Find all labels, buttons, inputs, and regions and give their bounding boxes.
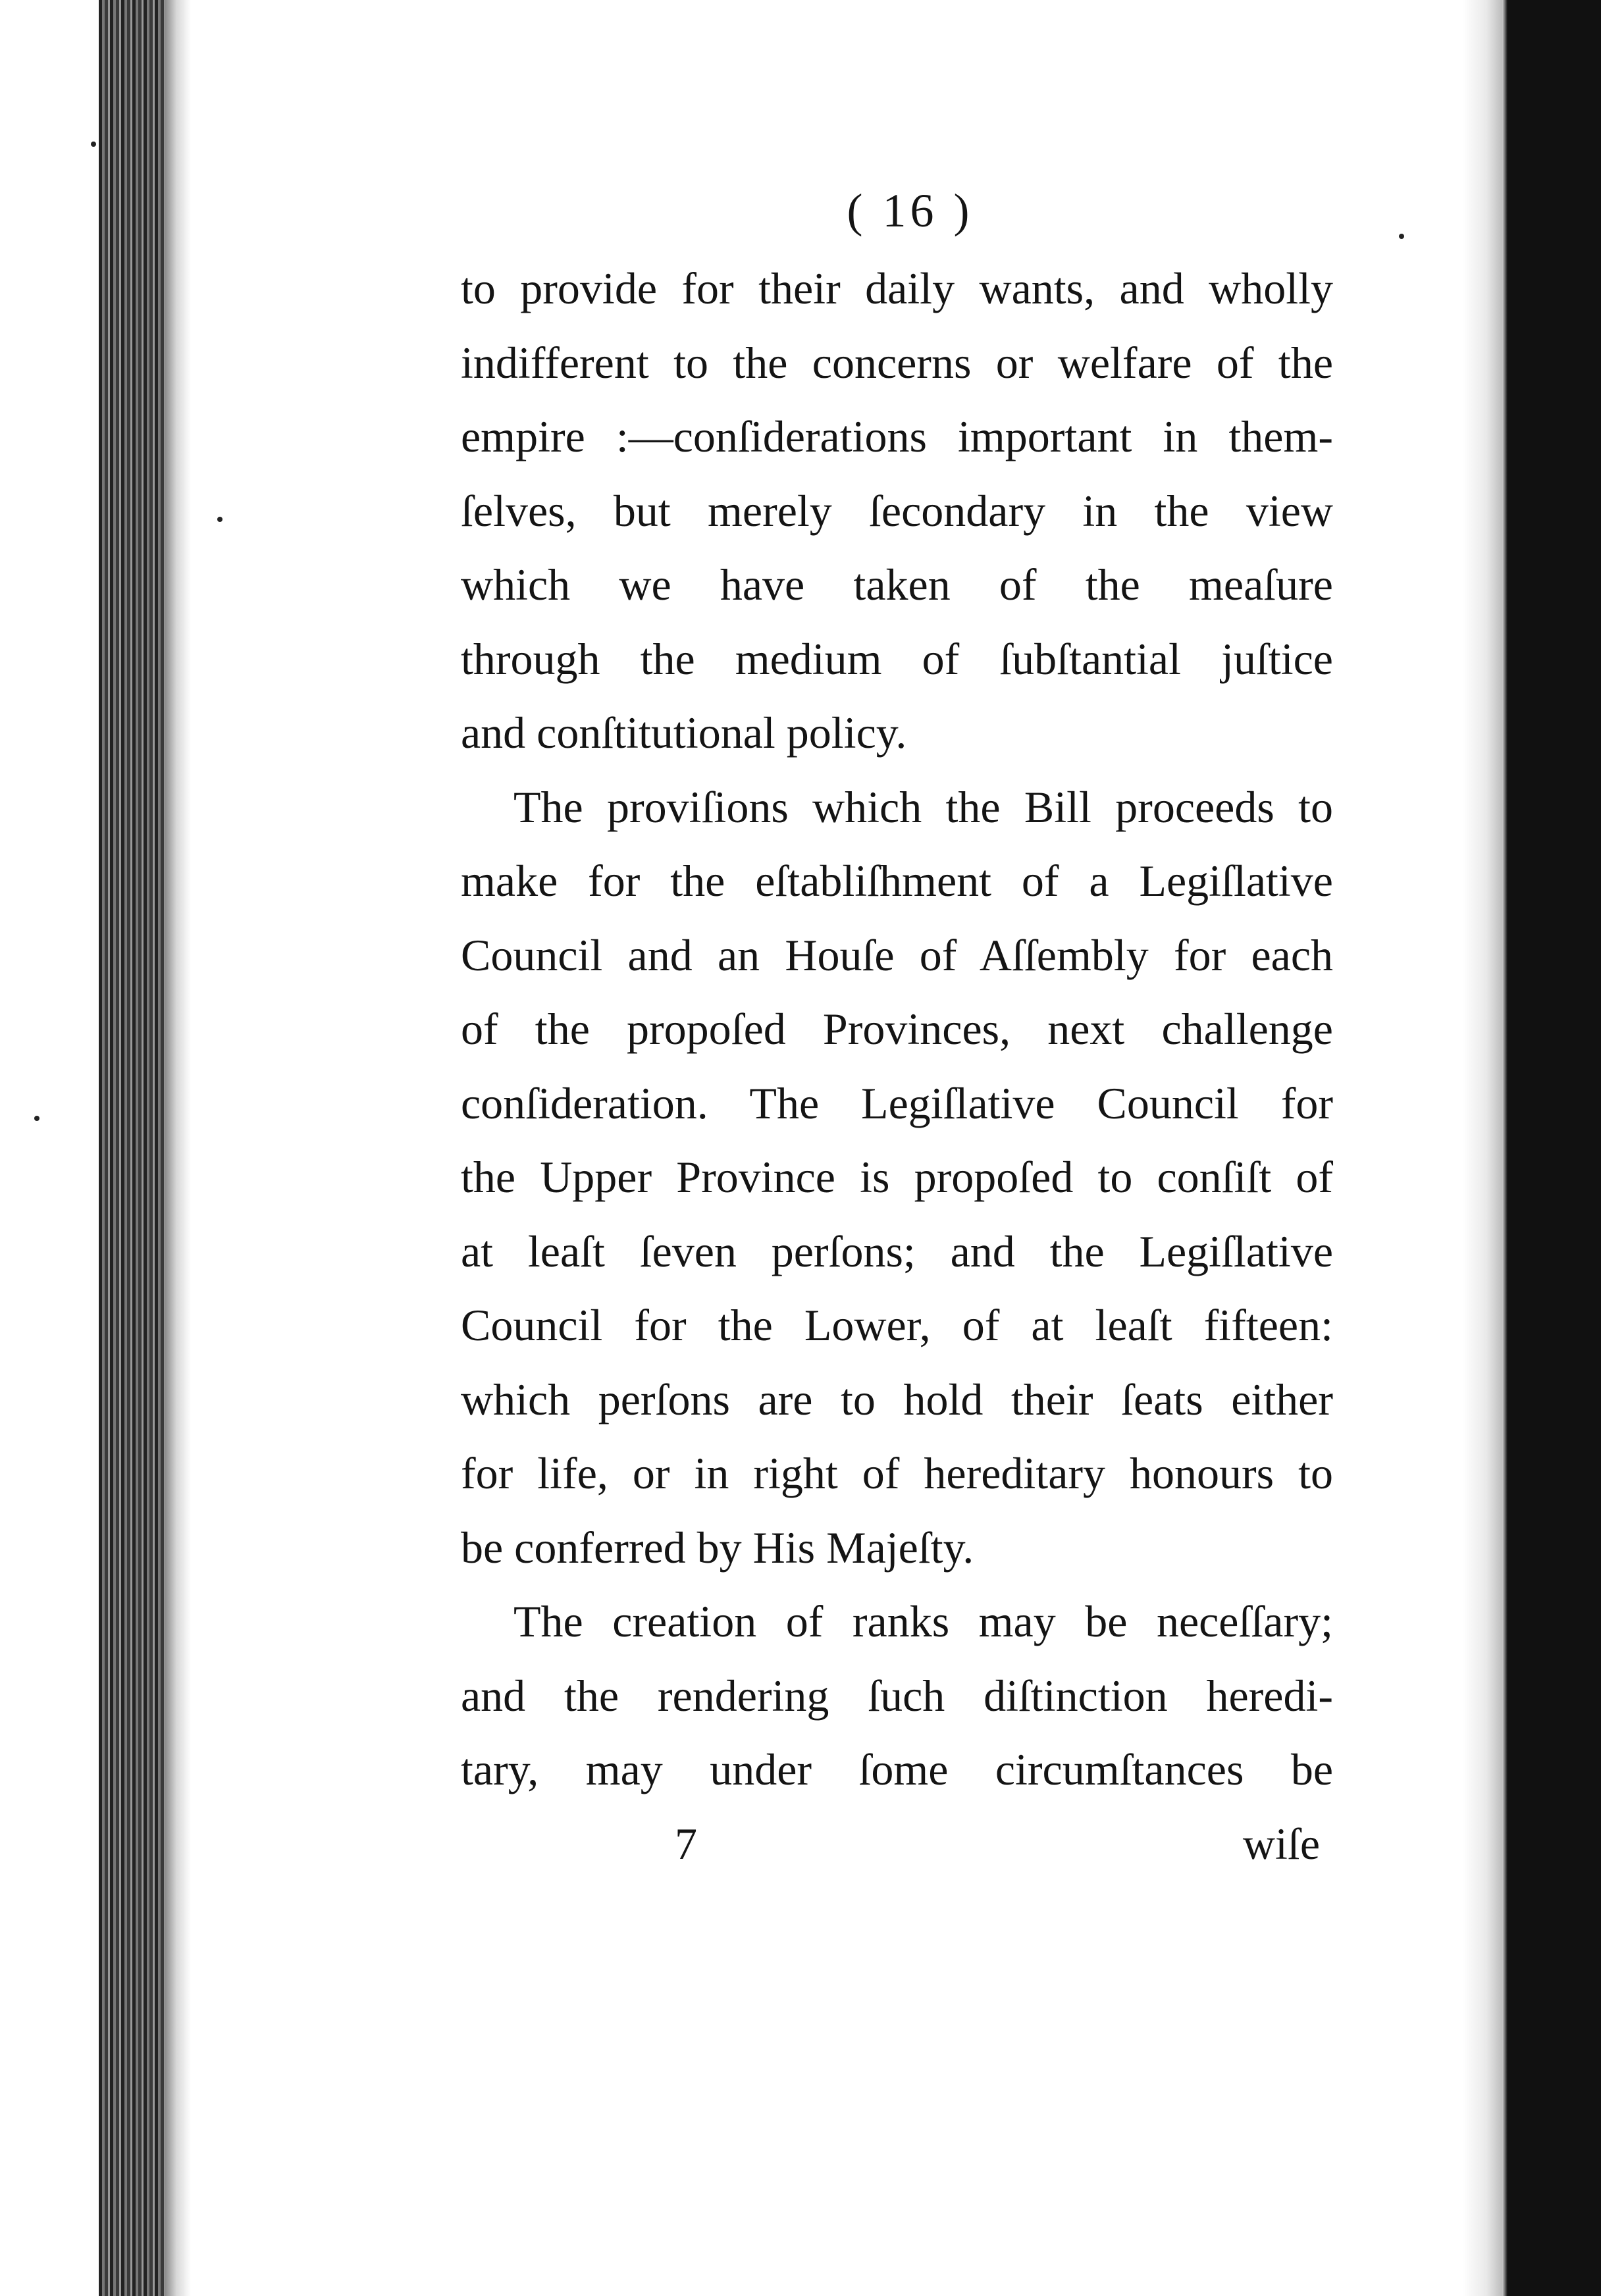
paragraph-2 (461, 770, 1333, 1585)
text-line: Council for the Lower, of at leaſt fifteen: (461, 1300, 1333, 1350)
text-line: which we have taken of the meaſure (461, 560, 1333, 610)
scan-speck (34, 1116, 39, 1121)
scan-speck (91, 142, 96, 147)
paragraph-3 (461, 1584, 1333, 1807)
text-line: empire :—conſiderations important in them- (461, 411, 1333, 461)
right-dark-border (1502, 0, 1601, 2296)
book-page-edges (99, 0, 165, 2296)
left-margin (0, 0, 99, 2296)
paragraph-1 (461, 251, 1333, 770)
gutter-shadow (165, 0, 191, 2296)
text-line: ſelves, but merely ſecondary in the view (461, 485, 1333, 536)
text-line: through the medium of ſubſtantial juſtice (461, 633, 1333, 684)
text-line: Council and an Houſe of Aſſembly for each (461, 929, 1333, 980)
text-line: to provide for their daily wants, and wholly (461, 263, 1333, 313)
text-line: and conſtitutional policy. (461, 708, 907, 758)
signature-mark: 7 (675, 1818, 697, 1869)
catchword: wiſe (1242, 1818, 1320, 1869)
text-line: make for the eſtabliſhment of a Legiſlative (461, 856, 1333, 906)
text-line: The proviſions which the Bill proceeds to (513, 781, 1333, 832)
text-line: tary, may under ſome circumſtances be (461, 1744, 1333, 1794)
page-footer (461, 1807, 1333, 1881)
text-line: for life, or in right of hereditary honours to (461, 1448, 1333, 1498)
text-line: the Upper Province is propoſed to conſiſt of (461, 1152, 1333, 1202)
text-line: of the propoſed Provinces, next challenge (461, 1004, 1333, 1054)
text-line: at leaſt ſeven perſons; and the Legiſlative (461, 1226, 1333, 1276)
page-text-block (461, 178, 1333, 1881)
scan-speck (217, 517, 223, 522)
text-line: indifferent to the concerns or welfare of the (461, 337, 1333, 388)
text-line: be conferred by His Majeſty. (461, 1522, 974, 1573)
text-line: and the rendering ſuch diſtinction heredi- (461, 1670, 1333, 1721)
right-page-shadow (1463, 0, 1502, 2296)
scan-speck (1399, 234, 1404, 239)
running-head: ( 16 ) (847, 184, 974, 237)
text-line: conſideration. The Legiſlative Council for (461, 1078, 1333, 1128)
text-line: The creation of ranks may be neceſſary; (513, 1596, 1333, 1646)
text-line: which perſons are to hold their ſeats either (461, 1374, 1333, 1424)
